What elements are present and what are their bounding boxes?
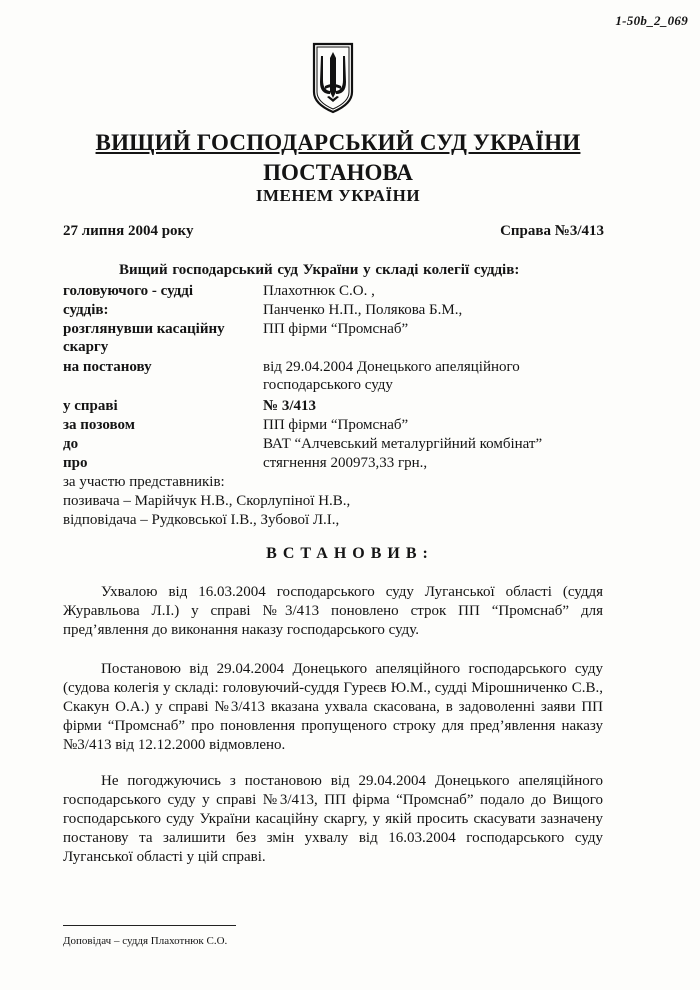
detail-label: про [63,455,88,471]
case-number: Справа №3/413 [500,223,604,239]
document-code: 1-50b_2_069 [615,13,688,28]
document-date: 27 липня 2004 року [63,223,194,239]
detail-value: ПП фірми “Промснаб” [263,417,409,433]
paragraph: Не погоджуючись з постановою від 29.04.2004 Донецького апеляційного господарського суду у справі №3/413, ПП фірма “Промснаб” подало до Вищого господарського суду України касаційну скаргу, у якій просить скасувати зазначену постанову та залишити без змін ухвалу від 16.03.2004 господарського суду Луганської області у цій справі. [63,773,603,865]
trident-emblem-icon [311,42,355,114]
detail-label: суддів: [63,302,109,318]
detail-value: ПП фірми “Промснаб” [263,321,409,337]
detail-value: Панченко Н.П., Полякова Б.М., [263,302,463,318]
document-type-heading: ПОСТАНОВА [263,160,413,185]
paragraph: Ухвалою від 16.03.2004 господарського суду Луганської області (суддя Журавльова Л.І.) у справі №3/413 поновлено строк ПП “Промснаб” для пред’явлення до виконання наказу господарського суду. [63,584,603,638]
plaintiff-representatives: позивача – Марійчук Н.В., Скорлупіної Н.В., [63,493,351,509]
detail-label: на постанову [63,359,152,375]
footnote-divider [63,925,236,926]
detail-value: стягнення 200973,33 грн., [263,455,428,471]
detail-value: № 3/413 [263,398,316,414]
detail-label: до [63,436,79,452]
representatives-intro: за участю представників: [63,474,225,490]
court-name-heading: ВИЩИЙ ГОСПОДАРСЬКИЙ СУД УКРАЇНИ [95,130,581,155]
detail-value: Плахотнюк С.О. , [263,283,375,299]
panel-heading: Вищий господарський суд України у складі колегії суддів: [119,262,520,278]
detail-value: ВАТ “Алчевський металургійний комбінат” [263,436,543,452]
defendant-representatives: відповідача – Рудковської І.В., Зубової Л.І., [63,512,340,528]
detail-value: від 29.04.2004 Донецького апеляційного господарського суду [263,359,520,393]
detail-label: головуючого - судді [63,283,194,299]
section-heading: ВСТАНОВИВ: [266,545,434,562]
detail-label: розглянувши касаційну скаргу [63,321,225,355]
footnote: Доповідач – суддя Плахотнюк С.О. [63,935,228,947]
detail-label: за позовом [63,417,135,433]
paragraph: Постановою від 29.04.2004 Донецького апеляційного господарського суду (судова колегія у складі: головуючий-суддя Гуреєв Ю.М., судді Мірошниченко С.В., Скакун О.А.) у справі №3/413 вказана ухвала скасована, в задоволенні заяви ПП фірми “Промснаб” про поновлення пропущеного строку для пред’явлення наказу №3/413 від 12.12.2000 відмовлено. [63,661,603,753]
document-subtitle: ІМЕНЕМ УКРАЇНИ [255,186,421,205]
detail-label: у справі [63,398,118,414]
